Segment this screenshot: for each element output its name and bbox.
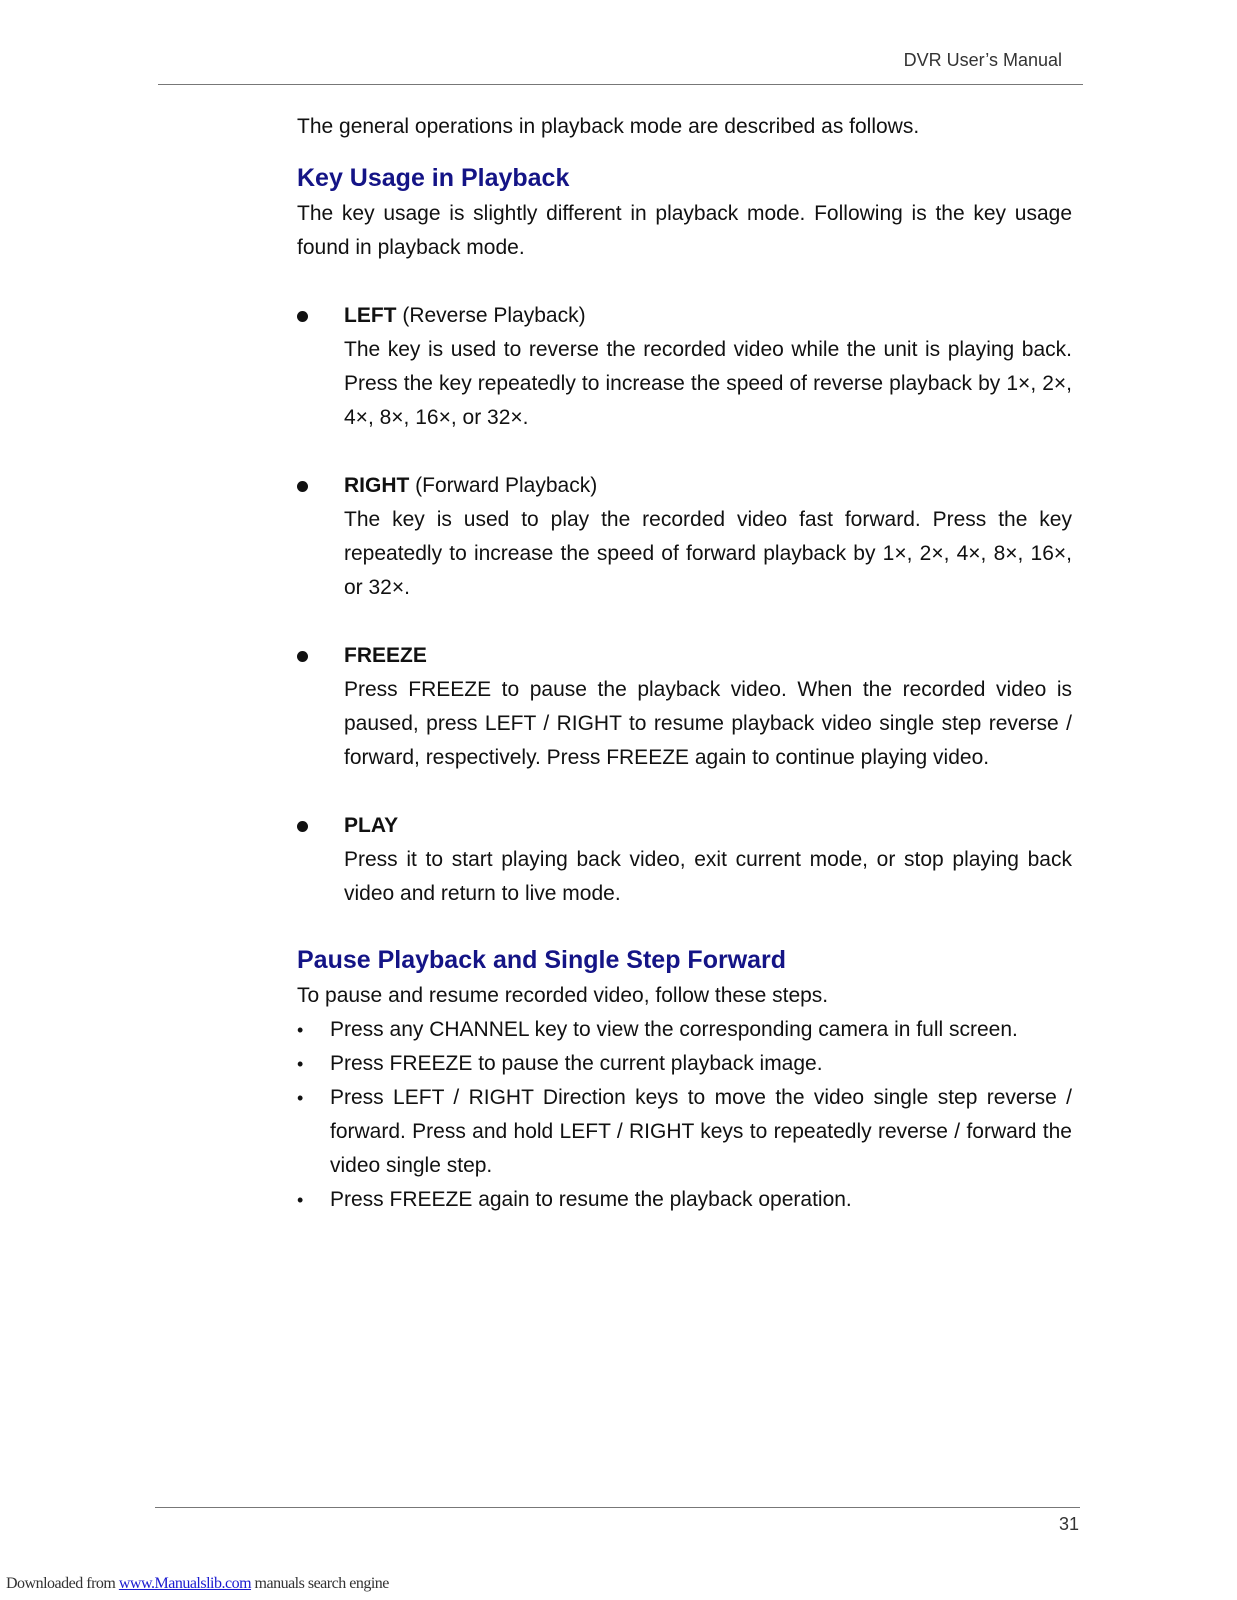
key-description: Press FREEZE to pause the playback video. When the recorded video is paused, press LEFT / RIGHT to resume playback video single step reverse / forward, respectively. Press FREEZE again to continue playing video. (344, 678, 1072, 769)
list-item: • Press LEFT / RIGHT Direction keys to move the video single step reverse / forward. Press and hold LEFT / RIGHT keys to repeatedly reverse / forward the video single step. (297, 1081, 1072, 1183)
key-name: PLAY (344, 814, 399, 837)
key-item-play (297, 809, 1072, 911)
key-list (297, 299, 1072, 911)
footer-divider (155, 1507, 1080, 1508)
key-item-freeze (297, 639, 1072, 775)
intro-paragraph: The general operations in playback mode are described as follows. (297, 115, 920, 138)
section-heading-key-usage: Key Usage in Playback (297, 164, 570, 192)
key-description: The key is used to play the recorded video fast forward. Press the key repeatedly to increase the speed of forward playback by 1×, 2×, 4×, 8×, 16×, or 32×. (344, 508, 1072, 599)
bullet-dot (297, 651, 308, 662)
key-name: FREEZE (344, 644, 427, 667)
list-item: • Press FREEZE to pause the current playback image. (297, 1047, 1072, 1081)
bullet-dot (297, 311, 308, 322)
footer-prefix: Downloaded from (6, 1575, 119, 1592)
section-heading-pause-playback: Pause Playback and Single Step Forward (297, 946, 787, 974)
page-number: 31 (1058, 1514, 1079, 1534)
running-header: DVR User’s Manual (903, 50, 1062, 70)
bullet-glyph: • (297, 1054, 304, 1074)
key-usage-paragraph: The key usage is slightly different in playback mode. Following is the key usage found in playback mode. (297, 202, 1072, 259)
key-item-right (297, 469, 1072, 605)
key-name: RIGHT (344, 474, 410, 497)
key-suffix: (Reverse Playback) (396, 304, 586, 327)
bullet-glyph: • (297, 1088, 304, 1108)
key-item-left (297, 299, 1072, 435)
list-item: • Press FREEZE again to resume the playback operation. (297, 1183, 1072, 1217)
manualslib-link[interactable]: www.Manualslib.com (118, 1575, 252, 1592)
bullet-glyph: • (297, 1190, 304, 1210)
pause-intro-paragraph: To pause and resume recorded video, follow these steps. (297, 984, 829, 1007)
key-suffix: (Forward Playback) (409, 474, 598, 497)
footer-suffix: manuals search engine (251, 1575, 389, 1592)
step-list (297, 1013, 1072, 1217)
key-description: Press it to start playing back video, exit current mode, or stop playing back video and return to live mode. (344, 848, 1072, 905)
bullet-dot (297, 821, 308, 832)
header-divider (158, 84, 1083, 85)
bullet-dot (297, 481, 308, 492)
page-body (297, 110, 1072, 1217)
bullet-glyph: • (297, 1020, 304, 1040)
key-description: The key is used to reverse the recorded video while the unit is playing back. Press the key repeatedly to increase the speed of reverse playback by 1×, 2×, 4×, 8×, 16×, or 32×. (344, 338, 1072, 429)
list-item: • Press any CHANNEL key to view the corresponding camera in full screen. (297, 1013, 1072, 1047)
download-footer (6, 1575, 389, 1593)
key-name: LEFT (344, 304, 397, 327)
